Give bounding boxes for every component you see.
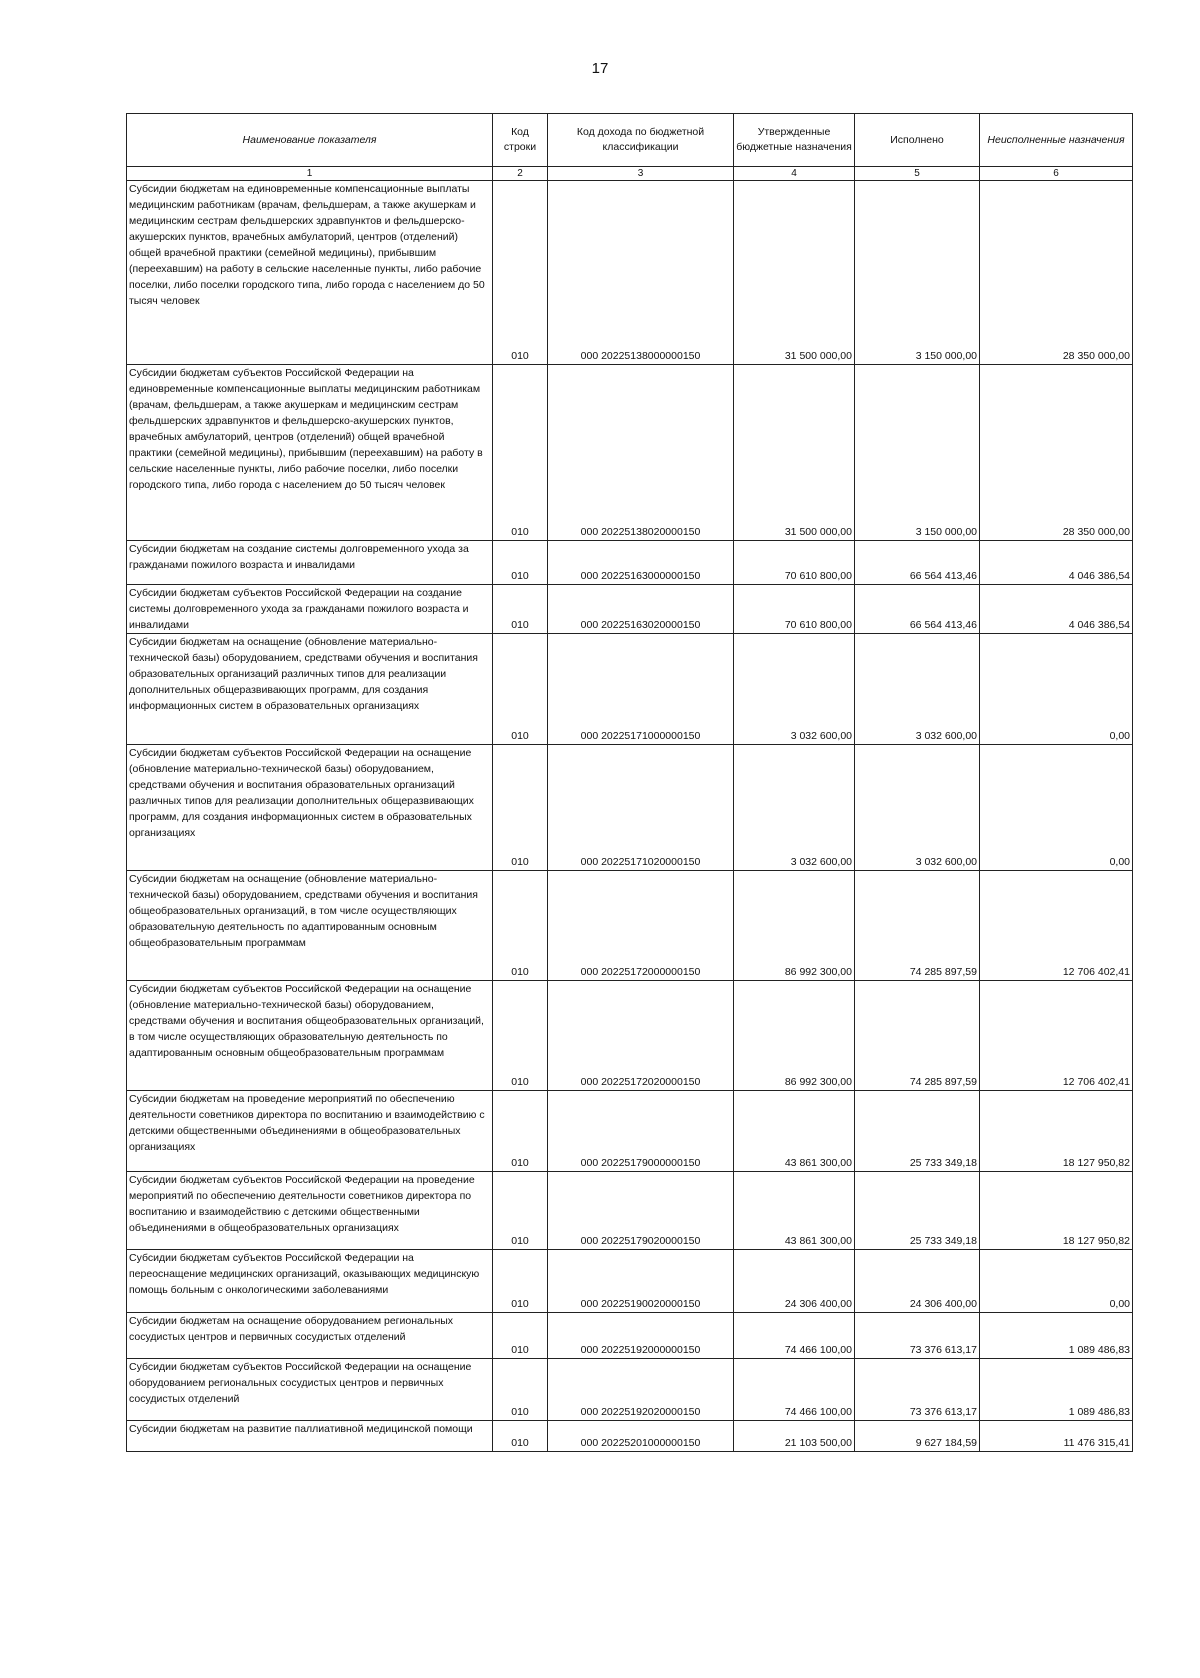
header-kbk: Код дохода по бюджетной классификации [548,114,734,167]
executed-amount: 3 150 000,00 [855,181,980,365]
executed-amount: 74 285 897,59 [855,871,980,981]
page-number: 17 [591,60,609,77]
executed-amount: 9 627 184,59 [855,1421,980,1452]
indicator-name: Субсидии бюджетам субъектов Российской Федерации на создание системы долговременного ухода за гражданами пожилого возраста и инвалидами [127,585,493,634]
indicator-name: Субсидии бюджетам субъектов Российской Федерации на единовременные компенсационные выплаты медицинским работникам (врачам, фельдшерам, а также акушеркам и медицинским сестрам фельдшерских здравпунктов и фельдшерско-акушерских пунктов, врачебных амбулаторий, центров (отделений) общей врачебной практики (семейной медицины), прибывшим (переехавшим) на работу в сельские населенные пункты, либо рабочие поселки, либо поселки городского типа, либо города с населением до 50 тысяч человек [127,365,493,541]
indicator-name: Субсидии бюджетам на создание системы долговременного ухода за гражданами пожилого возраста и инвалидами [127,541,493,585]
unexecuted-amount: 18 127 950,82 [980,1172,1133,1250]
table-row [127,745,1133,871]
budget-classification-code: 000 20225192000000150 [548,1313,734,1359]
indicator-name: Субсидии бюджетам субъектов Российской Федерации на оснащение (обновление материально-технической базы) оборудованием, средствами обучения и воспитания общеобразовательных организаций, в том числе осуществляющих образовательную деятельность по адаптированным основным общеобразовательным программам [127,981,493,1091]
unexecuted-amount: 28 350 000,00 [980,365,1133,541]
unexecuted-amount: 4 046 386,54 [980,541,1133,585]
column-number: 6 [980,167,1133,181]
table-row [127,1359,1133,1421]
header-name: Наименование показателя [127,114,493,167]
approved-amount: 70 610 800,00 [734,585,855,634]
line-code: 010 [493,1172,548,1250]
executed-amount: 66 564 413,46 [855,585,980,634]
executed-amount: 74 285 897,59 [855,981,980,1091]
column-number: 5 [855,167,980,181]
line-code: 010 [493,181,548,365]
executed-amount: 73 376 613,17 [855,1313,980,1359]
table-row [127,1421,1133,1452]
unexecuted-amount: 0,00 [980,1250,1133,1313]
executed-amount: 3 150 000,00 [855,365,980,541]
line-code: 010 [493,1250,548,1313]
budget-classification-code: 000 20225163000000150 [548,541,734,585]
table-row [127,1172,1133,1250]
table-row [127,1091,1133,1172]
table-header [127,114,1133,167]
line-code: 010 [493,745,548,871]
line-code: 010 [493,1091,548,1172]
indicator-name: Субсидии бюджетам на оснащение оборудованием региональных сосудистых центров и первичных сосудистых отделений [127,1313,493,1359]
budget-classification-code: 000 20225179020000150 [548,1172,734,1250]
executed-amount: 25 733 349,18 [855,1172,980,1250]
column-number-row [127,167,1133,181]
unexecuted-amount: 28 350 000,00 [980,181,1133,365]
line-code: 010 [493,1421,548,1452]
budget-classification-code: 000 20225171000000150 [548,634,734,745]
line-code: 010 [493,981,548,1091]
unexecuted-amount: 0,00 [980,634,1133,745]
indicator-name: Субсидии бюджетам субъектов Российской Федерации на оснащение (обновление материально-технической базы) оборудованием, средствами обучения и воспитания образовательных организаций различных типов для реализации дополнительных общеразвивающих программ, для создания информационных систем в образовательных организациях [127,745,493,871]
approved-amount: 70 610 800,00 [734,541,855,585]
approved-amount: 43 861 300,00 [734,1172,855,1250]
approved-amount: 43 861 300,00 [734,1091,855,1172]
line-code: 010 [493,541,548,585]
approved-amount: 21 103 500,00 [734,1421,855,1452]
approved-amount: 31 500 000,00 [734,365,855,541]
table-row [127,585,1133,634]
approved-amount: 31 500 000,00 [734,181,855,365]
header-approved: Утвержденные бюджетные назначения [734,114,855,167]
approved-amount: 74 466 100,00 [734,1359,855,1421]
indicator-name: Субсидии бюджетам на проведение мероприятий по обеспечению деятельности советников директора по воспитанию и взаимодействию с детскими общественными объединениями в общеобразовательных организациях [127,1091,493,1172]
unexecuted-amount: 11 476 315,41 [980,1421,1133,1452]
budget-classification-code: 000 20225172000000150 [548,871,734,981]
unexecuted-amount: 0,00 [980,745,1133,871]
budget-classification-code: 000 20225138020000150 [548,365,734,541]
indicator-name: Субсидии бюджетам на оснащение (обновление материально-технической базы) оборудованием, средствами обучения и воспитания образовательных организаций различных типов для реализации дополнительных общеразвивающих программ, для создания информационных систем в образовательных организациях [127,634,493,745]
unexecuted-amount: 12 706 402,41 [980,981,1133,1091]
unexecuted-amount: 1 089 486,83 [980,1313,1133,1359]
table-row [127,634,1133,745]
budget-execution-table [126,113,1133,1452]
column-number: 3 [548,167,734,181]
approved-amount: 3 032 600,00 [734,634,855,745]
executed-amount: 73 376 613,17 [855,1359,980,1421]
table-body [127,167,1133,1452]
indicator-name: Субсидии бюджетам на оснащение (обновление материально-технической базы) оборудованием, средствами обучения и воспитания общеобразовательных организаций, в том числе осуществляющих образовательную деятельность по адаптированным основным общеобразовательным программам [127,871,493,981]
budget-classification-code: 000 20225163020000150 [548,585,734,634]
budget-classification-code: 000 20225190020000150 [548,1250,734,1313]
table-row [127,181,1133,365]
line-code: 010 [493,634,548,745]
indicator-name: Субсидии бюджетам субъектов Российской Федерации на оснащение оборудованием региональных сосудистых центров и первичных сосудистых отделений [127,1359,493,1421]
table-row [127,1250,1133,1313]
table-row [127,1313,1133,1359]
approved-amount: 24 306 400,00 [734,1250,855,1313]
table-row [127,871,1133,981]
indicator-name: Субсидии бюджетам субъектов Российской Федерации на проведение мероприятий по обеспечению деятельности советников директора по воспитанию и взаимодействию с детскими общественными объединениями в общеобразовательных организациях [127,1172,493,1250]
line-code: 010 [493,365,548,541]
line-code: 010 [493,585,548,634]
column-number: 4 [734,167,855,181]
approved-amount: 3 032 600,00 [734,745,855,871]
column-number: 1 [127,167,493,181]
indicator-name: Субсидии бюджетам субъектов Российской Федерации на переоснащение медицинских организаций, оказывающих медицинскую помощь больным с онкологическими заболеваниями [127,1250,493,1313]
budget-classification-code: 000 20225192020000150 [548,1359,734,1421]
budget-classification-code: 000 20225171020000150 [548,745,734,871]
executed-amount: 25 733 349,18 [855,1091,980,1172]
unexecuted-amount: 18 127 950,82 [980,1091,1133,1172]
header-unexecuted: Неисполненные назначения [980,114,1133,167]
unexecuted-amount: 12 706 402,41 [980,871,1133,981]
executed-amount: 66 564 413,46 [855,541,980,585]
executed-amount: 24 306 400,00 [855,1250,980,1313]
executed-amount: 3 032 600,00 [855,745,980,871]
column-number: 2 [493,167,548,181]
table-row [127,541,1133,585]
table-row [127,365,1133,541]
unexecuted-amount: 1 089 486,83 [980,1359,1133,1421]
approved-amount: 74 466 100,00 [734,1313,855,1359]
line-code: 010 [493,871,548,981]
indicator-name: Субсидии бюджетам на развитие паллиативной медицинской помощи [127,1421,493,1452]
line-code: 010 [493,1313,548,1359]
unexecuted-amount: 4 046 386,54 [980,585,1133,634]
budget-classification-code: 000 20225138000000150 [548,181,734,365]
approved-amount: 86 992 300,00 [734,981,855,1091]
table-row [127,981,1133,1091]
budget-classification-code: 000 20225172020000150 [548,981,734,1091]
header-executed: Исполнено [855,114,980,167]
budget-classification-code: 000 20225201000000150 [548,1421,734,1452]
header-code: Код строки [493,114,548,167]
approved-amount: 86 992 300,00 [734,871,855,981]
budget-classification-code: 000 20225179000000150 [548,1091,734,1172]
executed-amount: 3 032 600,00 [855,634,980,745]
line-code: 010 [493,1359,548,1421]
indicator-name: Субсидии бюджетам на единовременные компенсационные выплаты медицинским работникам (врачам, фельдшерам, а также акушеркам и медицинским сестрам фельдшерских здравпунктов и фельдшерско-акушерских пунктов, врачебных амбулаторий, центров (отделений) общей врачебной практики (семейной медицины), прибывшим (переехавшим) на работу в сельские населенные пункты, либо рабочие поселки, либо поселки городского типа, либо города с населением до 50 тысяч человек [127,181,493,365]
